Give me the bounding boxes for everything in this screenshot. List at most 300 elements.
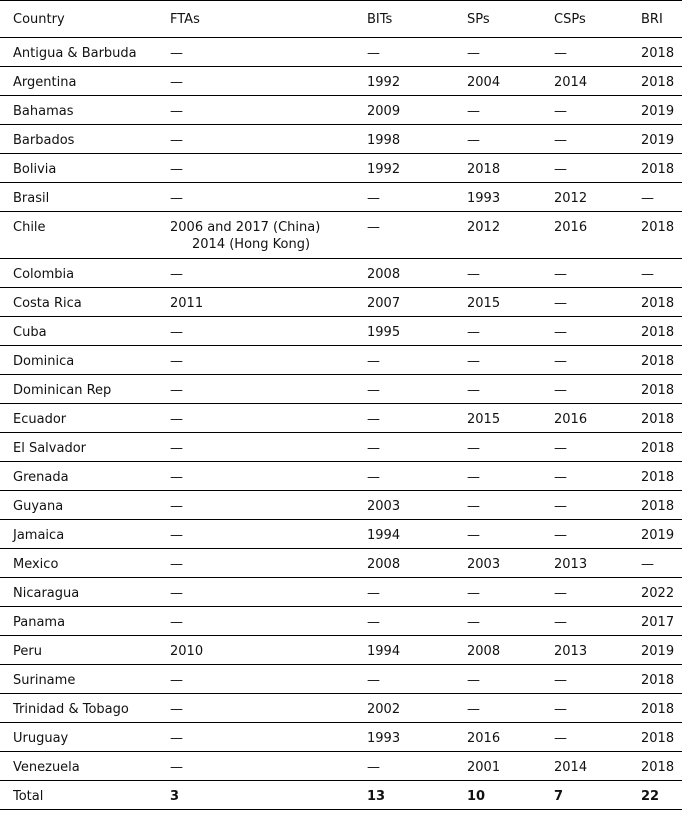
table-row: [0, 491, 682, 520]
cell-bri-text: 2018: [641, 412, 675, 427]
cell-country-text: Colombia: [13, 267, 75, 282]
cell-bri: [641, 491, 682, 520]
cell-country-text: Grenada: [13, 470, 69, 485]
cell-csps: [554, 520, 641, 549]
cell-bri-text: —: [641, 267, 654, 282]
cell-bri: [641, 212, 682, 259]
cell-bits-text: 2007: [367, 296, 401, 311]
cell-country-text: El Salvador: [13, 441, 86, 456]
cell-country-text: Antigua & Barbuda: [13, 46, 137, 61]
cell-bri: [641, 375, 682, 404]
cell-bri-text: 2018: [641, 702, 675, 717]
cell-bri-text: 2018: [641, 162, 675, 177]
cell-bits-text: —: [367, 412, 380, 427]
cell-ftas: [170, 212, 367, 259]
cell-csps: [554, 752, 641, 781]
table-row: [0, 212, 682, 259]
cell-bits: [367, 288, 467, 317]
table-row: [0, 96, 682, 125]
cell-csps: [554, 404, 641, 433]
cell-bri-text: 2018: [641, 383, 675, 398]
cell-country-text: Jamaica: [13, 528, 65, 543]
cell-bits-text: 1994: [367, 644, 401, 659]
cell-sps: [467, 154, 554, 183]
cell-sps: [467, 67, 554, 96]
cell-bits-text: 2002: [367, 702, 401, 717]
cell-sps: [467, 96, 554, 125]
cell-ftas: [170, 752, 367, 781]
cell-bri-text: —: [641, 557, 654, 572]
cell-ftas: [170, 96, 367, 125]
cell-country: [0, 288, 170, 317]
cell-ftas-text: —: [170, 325, 183, 340]
cell-sps: [467, 520, 554, 549]
cell-bri: [641, 433, 682, 462]
cell-ftas: [170, 549, 367, 578]
cell-csps: [554, 578, 641, 607]
cell-country: [0, 346, 170, 375]
cell-sps-text: 2008: [467, 644, 501, 659]
cell-ftas: [170, 607, 367, 636]
cell-ftas-text: —: [170, 75, 183, 90]
table-row: [0, 752, 682, 781]
cell-csps-text: 2014: [554, 75, 588, 90]
cell-country-text: Panama: [13, 615, 66, 630]
cell-sps: [467, 752, 554, 781]
cell-country: [0, 549, 170, 578]
cell-sps: [467, 665, 554, 694]
cell-bits: [367, 462, 467, 491]
cell-ftas-text: —: [170, 441, 183, 456]
cell-ftas-text: —: [170, 673, 183, 688]
cell-csps-text: —: [554, 673, 567, 688]
cell-bits-text: 2008: [367, 267, 401, 282]
cell-ftas-text: —: [170, 162, 183, 177]
cell-sps: [467, 125, 554, 154]
cell-country-text: Bolivia: [13, 162, 57, 177]
cell-csps-text: —: [554, 162, 567, 177]
cell-sps-text: 1993: [467, 191, 501, 206]
cell-sps-text: —: [467, 441, 480, 456]
table-row: [0, 578, 682, 607]
table-row: [0, 288, 682, 317]
cell-bits-text: —: [367, 470, 380, 485]
cell-bits: [367, 433, 467, 462]
table-row: [0, 375, 682, 404]
cell-country: [0, 462, 170, 491]
cell-bri: [641, 67, 682, 96]
cell-country: [0, 752, 170, 781]
cell-country-text: Costa Rica: [13, 296, 82, 311]
header-sps: SPs: [467, 11, 490, 27]
table-row: [0, 694, 682, 723]
cell-ftas: [170, 694, 367, 723]
cell-bits: [367, 520, 467, 549]
cell-ftas: [170, 578, 367, 607]
cell-ftas-text: —: [170, 586, 183, 601]
cell-bits: [367, 404, 467, 433]
cell-sps-text: 2016: [467, 731, 501, 746]
cell-country: [0, 433, 170, 462]
cell-bri-text: 2018: [641, 325, 675, 340]
header-bri: BRI: [641, 11, 663, 27]
total-row: [0, 781, 682, 810]
cell-country: [0, 491, 170, 520]
cell-country: [0, 212, 170, 259]
cell-bri-text: —: [641, 191, 654, 206]
cell-csps-text: —: [554, 46, 567, 61]
cell-bri-text: 2018: [641, 296, 675, 311]
cell-ftas: [170, 67, 367, 96]
cell-bits-text: —: [367, 673, 380, 688]
cell-bri-text: 2018: [641, 220, 675, 235]
cell-csps-text: —: [554, 296, 567, 311]
table-row: [0, 317, 682, 346]
cell-csps: [554, 375, 641, 404]
cell-bri: [641, 183, 682, 212]
cell-csps-text: —: [554, 267, 567, 282]
cell-bri-text: 2022: [641, 586, 675, 601]
cell-sps-text: —: [467, 615, 480, 630]
cell-bits-text: 1992: [367, 75, 401, 90]
cell-bri-text: 2018: [641, 75, 675, 90]
cell-sps: [467, 38, 554, 67]
cell-sps-text: 2015: [467, 296, 501, 311]
total-bits: 13: [367, 789, 386, 804]
cell-country-text: Cuba: [13, 325, 47, 340]
cell-sps-text: 2003: [467, 557, 501, 572]
cell-sps-text: —: [467, 267, 480, 282]
cell-sps-text: 2004: [467, 75, 501, 90]
table-row: [0, 346, 682, 375]
cell-sps: [467, 259, 554, 288]
cell-csps-text: 2016: [554, 412, 588, 427]
cell-country: [0, 665, 170, 694]
cell-csps-text: —: [554, 615, 567, 630]
cell-bri: [641, 259, 682, 288]
header-ftas: FTAs: [170, 11, 200, 27]
cell-bits-text: —: [367, 615, 380, 630]
cell-bits-text: 1998: [367, 133, 401, 148]
cell-bits: [367, 694, 467, 723]
cell-csps-text: 2013: [554, 557, 588, 572]
table-row: [0, 607, 682, 636]
cell-bits: [367, 723, 467, 752]
cell-country: [0, 520, 170, 549]
cell-csps: [554, 317, 641, 346]
total-label: Total: [13, 789, 44, 804]
cell-ftas: [170, 346, 367, 375]
cell-bri: [641, 723, 682, 752]
cell-ftas-text: 2010: [170, 644, 204, 659]
cell-bits: [367, 317, 467, 346]
cell-sps: [467, 288, 554, 317]
cell-bits-text: —: [367, 220, 380, 235]
cell-bri-text: 2018: [641, 470, 675, 485]
cell-ftas: [170, 520, 367, 549]
cell-bri-text: 2018: [641, 354, 675, 369]
cell-ftas-text: —: [170, 470, 183, 485]
cell-csps: [554, 636, 641, 665]
cell-bri-text: 2019: [641, 133, 675, 148]
cell-bits: [367, 259, 467, 288]
cell-country-text: Trinidad & Tobago: [13, 702, 129, 717]
cell-bits-text: —: [367, 383, 380, 398]
cell-ftas-text: —: [170, 191, 183, 206]
cell-bri-text: 2019: [641, 104, 675, 119]
cell-bits: [367, 67, 467, 96]
cell-bri-text: 2019: [641, 644, 675, 659]
cell-country-text: Venezuela: [13, 760, 80, 775]
cell-country-text: Suriname: [13, 673, 76, 688]
cell-ftas-text: —: [170, 528, 183, 543]
cell-country: [0, 317, 170, 346]
table-row: [0, 67, 682, 96]
cell-ftas-text: —: [170, 557, 183, 572]
cell-sps: [467, 694, 554, 723]
cell-bri: [641, 288, 682, 317]
cell-bri: [641, 752, 682, 781]
table-row: [0, 259, 682, 288]
cell-bits-text: 2003: [367, 499, 401, 514]
cell-country-text: Guyana: [13, 499, 64, 514]
cell-sps: [467, 578, 554, 607]
cell-bri: [641, 154, 682, 183]
cell-ftas: [170, 125, 367, 154]
cell-country-text: Dominica: [13, 354, 75, 369]
cell-csps: [554, 665, 641, 694]
cell-bri: [641, 38, 682, 67]
cell-csps-text: 2014: [554, 760, 588, 775]
cell-ftas: [170, 154, 367, 183]
cell-ftas-text: —: [170, 383, 183, 398]
table-body: [0, 38, 682, 781]
cell-bits-text: —: [367, 46, 380, 61]
cell-sps: [467, 723, 554, 752]
cell-ftas-text: —: [170, 46, 183, 61]
cell-country: [0, 125, 170, 154]
table-row: [0, 665, 682, 694]
cell-sps-text: —: [467, 673, 480, 688]
cell-ftas: [170, 38, 367, 67]
cell-country-text: Barbados: [13, 133, 75, 148]
total-sps: 10: [467, 789, 486, 804]
total-bri: 22: [641, 789, 660, 804]
cell-bits: [367, 212, 467, 259]
cell-csps-text: —: [554, 528, 567, 543]
cell-ftas: [170, 491, 367, 520]
cell-bits-text: —: [367, 586, 380, 601]
cell-bri: [641, 346, 682, 375]
cell-country-text: Uruguay: [13, 731, 69, 746]
cell-bri: [641, 96, 682, 125]
cell-ftas-text: 2006 and 2017 (China): [170, 220, 321, 235]
cell-csps: [554, 125, 641, 154]
cell-bri: [641, 636, 682, 665]
cell-country: [0, 67, 170, 96]
cell-sps-text: 2001: [467, 760, 501, 775]
table-row: [0, 404, 682, 433]
cell-csps-text: —: [554, 133, 567, 148]
cell-csps-text: —: [554, 104, 567, 119]
cell-csps: [554, 723, 641, 752]
table-row: [0, 462, 682, 491]
cell-sps: [467, 549, 554, 578]
cell-sps: [467, 462, 554, 491]
cell-bri: [641, 607, 682, 636]
cell-bits: [367, 578, 467, 607]
table-row: [0, 125, 682, 154]
cell-sps: [467, 404, 554, 433]
cell-csps-text: 2016: [554, 220, 588, 235]
cell-bits-text: 1992: [367, 162, 401, 177]
cell-bri-text: 2017: [641, 615, 675, 630]
cell-bri-text: 2018: [641, 46, 675, 61]
table-row: [0, 154, 682, 183]
cell-csps-text: —: [554, 586, 567, 601]
cell-bri-text: 2018: [641, 499, 675, 514]
cell-bits-text: —: [367, 354, 380, 369]
cell-sps: [467, 636, 554, 665]
cell-csps: [554, 67, 641, 96]
table-row: [0, 38, 682, 67]
cell-country: [0, 578, 170, 607]
cell-country: [0, 723, 170, 752]
cell-bits-text: 1993: [367, 731, 401, 746]
table-row: [0, 183, 682, 212]
cell-ftas-line2: 2014 (Hong Kong): [192, 237, 311, 252]
cell-csps: [554, 694, 641, 723]
cell-ftas: [170, 375, 367, 404]
cell-csps-text: —: [554, 470, 567, 485]
cell-bits: [367, 346, 467, 375]
table-row: [0, 520, 682, 549]
cell-sps: [467, 212, 554, 259]
cell-ftas-text: —: [170, 412, 183, 427]
cell-bits: [367, 491, 467, 520]
cell-sps: [467, 607, 554, 636]
cell-csps-text: —: [554, 383, 567, 398]
cell-sps-text: —: [467, 499, 480, 514]
cell-bits-text: 1994: [367, 528, 401, 543]
cell-bri: [641, 578, 682, 607]
total-ftas: 3: [170, 789, 180, 804]
cell-bri: [641, 549, 682, 578]
cell-csps: [554, 346, 641, 375]
cell-csps-text: 2013: [554, 644, 588, 659]
cell-csps: [554, 154, 641, 183]
cell-sps-text: —: [467, 383, 480, 398]
cell-ftas: [170, 183, 367, 212]
cell-bri: [641, 404, 682, 433]
cell-bits: [367, 549, 467, 578]
cell-country: [0, 375, 170, 404]
cell-bri: [641, 520, 682, 549]
cell-sps: [467, 183, 554, 212]
cell-country: [0, 38, 170, 67]
cell-bits: [367, 607, 467, 636]
cell-ftas-text: —: [170, 499, 183, 514]
cell-country: [0, 154, 170, 183]
cell-sps: [467, 491, 554, 520]
cell-bits: [367, 96, 467, 125]
cell-bri-text: 2019: [641, 528, 675, 543]
header-bits: BITs: [367, 11, 393, 27]
cell-bits-text: —: [367, 441, 380, 456]
total-csps: 7: [554, 789, 564, 804]
cell-bri-text: 2018: [641, 731, 675, 746]
cell-ftas: [170, 636, 367, 665]
cell-sps: [467, 317, 554, 346]
cell-country-text: Brasil: [13, 191, 50, 206]
cell-country-text: Mexico: [13, 557, 59, 572]
cell-bits-text: —: [367, 760, 380, 775]
header-csps: CSPs: [554, 11, 586, 27]
cell-bri: [641, 462, 682, 491]
cell-country-text: Argentina: [13, 75, 77, 90]
cell-csps-text: —: [554, 354, 567, 369]
cell-country: [0, 636, 170, 665]
cell-bits: [367, 665, 467, 694]
cell-csps: [554, 96, 641, 125]
cell-bits-text: 2008: [367, 557, 401, 572]
cell-ftas-text: —: [170, 133, 183, 148]
cell-csps: [554, 212, 641, 259]
cell-sps-text: —: [467, 586, 480, 601]
cell-country: [0, 607, 170, 636]
cell-ftas: [170, 723, 367, 752]
cell-sps-text: —: [467, 470, 480, 485]
cell-ftas-text: 2011: [170, 296, 204, 311]
header-country: Country: [13, 11, 65, 27]
cell-ftas: [170, 259, 367, 288]
cell-csps: [554, 288, 641, 317]
cell-ftas-text: —: [170, 267, 183, 282]
cell-csps-text: —: [554, 325, 567, 340]
cell-bits-text: 1995: [367, 325, 401, 340]
cell-csps-text: —: [554, 441, 567, 456]
cell-ftas-text: —: [170, 354, 183, 369]
cell-bits: [367, 752, 467, 781]
cell-bits: [367, 125, 467, 154]
cell-ftas-text: —: [170, 702, 183, 717]
cell-bits-text: —: [367, 191, 380, 206]
cell-country: [0, 259, 170, 288]
cell-sps-text: —: [467, 528, 480, 543]
cell-csps: [554, 607, 641, 636]
cell-ftas: [170, 462, 367, 491]
cell-country-text: Dominican Rep: [13, 383, 112, 398]
cell-bits: [367, 375, 467, 404]
cell-sps-text: —: [467, 46, 480, 61]
table-row: [0, 723, 682, 752]
cell-csps: [554, 433, 641, 462]
cell-ftas: [170, 433, 367, 462]
cell-csps-text: —: [554, 702, 567, 717]
cell-ftas-text: —: [170, 615, 183, 630]
cell-ftas-text: —: [170, 104, 183, 119]
cell-country: [0, 183, 170, 212]
table-row: [0, 433, 682, 462]
cell-ftas-text: —: [170, 760, 183, 775]
table-row: [0, 636, 682, 665]
cell-bri-text: 2018: [641, 441, 675, 456]
cell-sps-text: 2015: [467, 412, 501, 427]
cell-bits-text: 2009: [367, 104, 401, 119]
cell-bri: [641, 317, 682, 346]
cell-bits: [367, 38, 467, 67]
cell-sps-text: —: [467, 354, 480, 369]
